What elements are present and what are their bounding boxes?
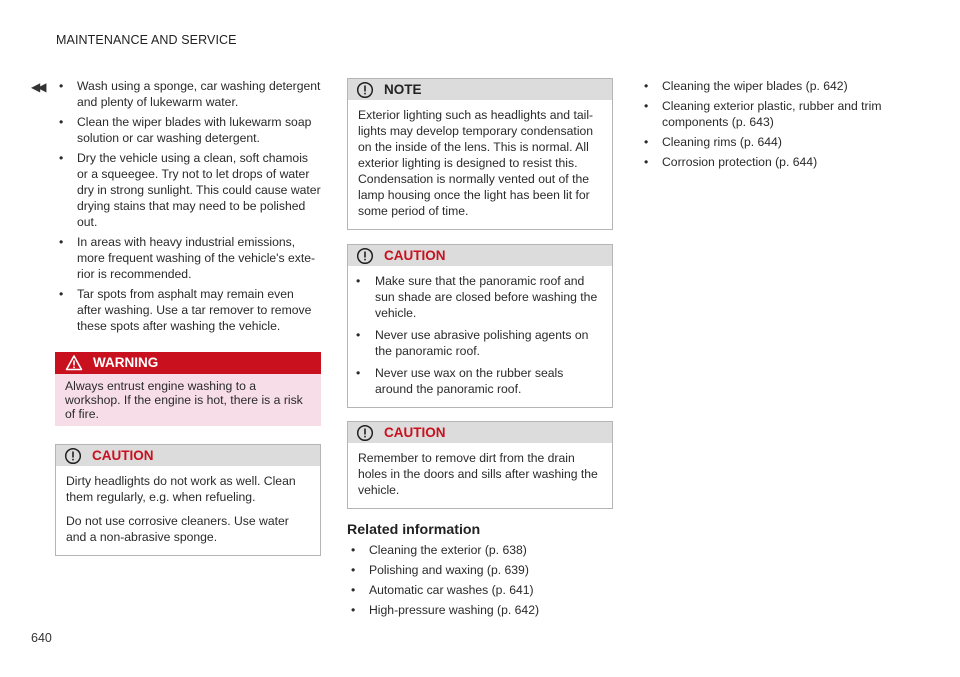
caution-exclamation-icon bbox=[64, 447, 82, 465]
list-item: • Dry the vehicle using a clean, soft chamois or a squeegee. Try not to let drops of water dry in strong sunlight. This could cause water drying stains that may need to be polished out. bbox=[55, 150, 321, 230]
caution-exclamation-icon bbox=[356, 247, 374, 265]
note-info-icon bbox=[356, 81, 374, 99]
caution-body bbox=[56, 466, 320, 555]
note-header bbox=[348, 79, 612, 100]
note-title: NOTE bbox=[384, 81, 422, 97]
caution-paragraph: Do not use corrosive cleaners. Use water and a non-abrasive sponge. bbox=[66, 514, 289, 544]
caution-box bbox=[55, 444, 321, 556]
note-text: Exterior lighting such as headlights and tail-lights may develop temporary condensation on the inside of the lens. This is normal. All exterior lighting is designed to resist this. Condensation is normally vented out of the lamp housing once the light has been lit for some period of time. bbox=[358, 108, 594, 218]
column-3 bbox=[640, 78, 906, 174]
warning-box bbox=[55, 352, 321, 426]
list-item: • Never use wax on the rubber seals around the panoramic roof. bbox=[352, 365, 602, 397]
list-item: • Clean the wiper blades with lukewarm soap solution or car washing detergent. bbox=[55, 114, 321, 146]
related-link[interactable]: • Cleaning exterior plastic, rubber and trim components (p. 643) bbox=[640, 98, 906, 130]
list-item: • Never use abrasive polishing agents on the panoramic roof. bbox=[352, 327, 602, 359]
caution-header bbox=[56, 445, 320, 466]
caution-header bbox=[348, 245, 612, 266]
warning-triangle-icon bbox=[65, 354, 83, 372]
caution-text: Remember to remove dirt from the drain holes in the doors and sills after washing the vehicle. bbox=[358, 451, 598, 497]
section-title: MAINTENANCE AND SERVICE bbox=[56, 33, 237, 47]
warning-title: WARNING bbox=[93, 355, 159, 370]
related-link[interactable]: • High-pressure washing (p. 642) bbox=[347, 602, 613, 618]
warning-header bbox=[55, 352, 321, 374]
related-link[interactable]: • Cleaning the wiper blades (p. 642) bbox=[640, 78, 906, 94]
caution-paragraph: Dirty headlights do not work as well. Clean them regularly, e.g. when refueling. bbox=[66, 474, 296, 504]
related-link[interactable]: • Automatic car washes (p. 641) bbox=[347, 582, 613, 598]
note-box bbox=[347, 78, 613, 230]
related-link[interactable]: • Polishing and waxing (p. 639) bbox=[347, 562, 613, 578]
page-number: 640 bbox=[31, 631, 52, 645]
caution-title: CAUTION bbox=[384, 424, 446, 440]
related-link[interactable]: • Cleaning the exterior (p. 638) bbox=[347, 542, 613, 558]
column-1 bbox=[55, 78, 321, 556]
related-information-title: Related information bbox=[347, 522, 481, 538]
caution-exclamation-icon bbox=[356, 424, 374, 442]
caution-list bbox=[352, 273, 602, 397]
caution-title: CAUTION bbox=[384, 247, 446, 263]
list-item: • In areas with heavy industrial emissions, more frequent washing of the vehicle's exte-rior is recommended. bbox=[55, 234, 321, 282]
list-item: • Wash using a sponge, car washing detergent and plenty of lukewarm water. bbox=[55, 78, 321, 110]
caution-body bbox=[348, 266, 612, 407]
caution-header bbox=[348, 422, 612, 443]
list-item: • Tar spots from asphalt may remain even after washing. Use a tar remover to remove these spots after washing the vehicle. bbox=[55, 286, 321, 334]
related-links-list bbox=[347, 542, 613, 618]
list-item: • Make sure that the panoramic roof and sun shade are closed before washing the vehicle. bbox=[352, 273, 602, 321]
column-2 bbox=[347, 78, 613, 622]
caution-title: CAUTION bbox=[92, 447, 154, 463]
related-information bbox=[347, 522, 613, 618]
warning-text: Always entrust engine washing to a workshop. If the engine is hot, there is a risk of fire. bbox=[55, 374, 321, 426]
double-chevron-left-icon[interactable]: ◀◀ bbox=[31, 80, 44, 94]
caution-box bbox=[347, 244, 613, 408]
related-link[interactable]: • Cleaning rims (p. 644) bbox=[640, 134, 906, 150]
related-link[interactable]: • Corrosion protection (p. 644) bbox=[640, 154, 906, 170]
washing-instructions-list bbox=[55, 78, 321, 334]
related-links-list-continued bbox=[640, 78, 906, 170]
caution-box bbox=[347, 421, 613, 509]
